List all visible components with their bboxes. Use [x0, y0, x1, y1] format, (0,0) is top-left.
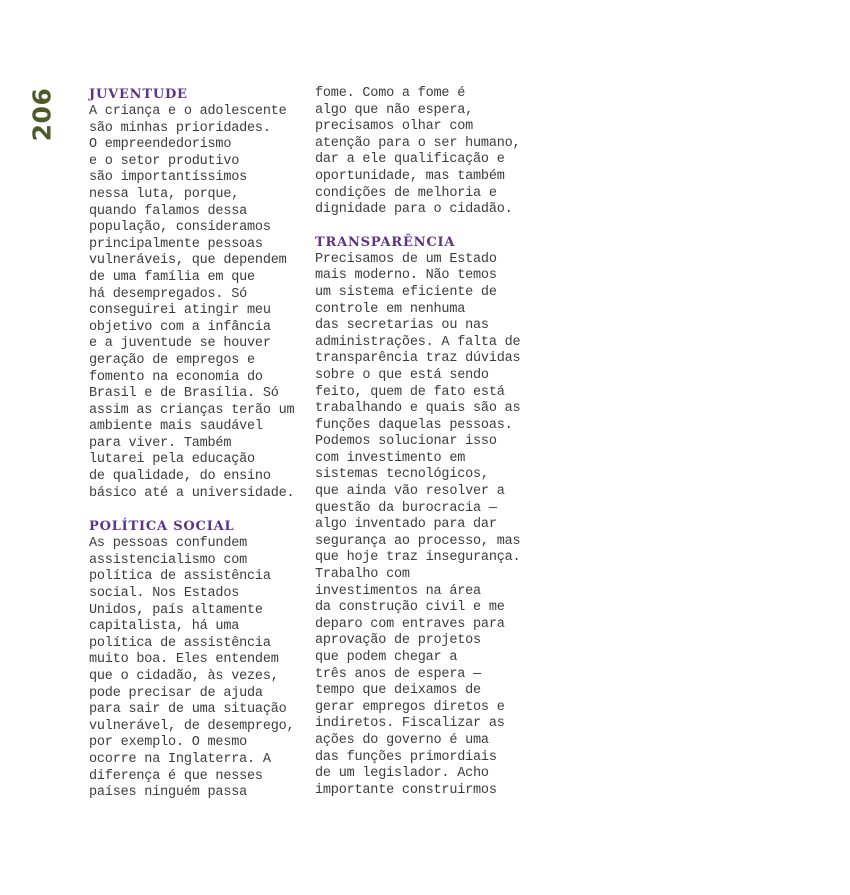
- section-title-juventude: JUVENTUDE: [89, 87, 188, 102]
- text-line: da construção civil e me: [315, 600, 505, 616]
- text-line: três anos de espera —: [315, 666, 481, 682]
- text-line: trabalhando e quais são as: [315, 401, 521, 417]
- right-column: [315, 86, 533, 799]
- text-line: vulneráveis, que dependem: [89, 253, 287, 269]
- text-line: são importantíssimos: [89, 170, 248, 186]
- text-line: dignidade para o cidadão.: [315, 202, 513, 218]
- text-line: das secretarias ou nas: [315, 318, 489, 334]
- text-line: social. Nos Estados: [89, 586, 240, 602]
- section-body-juventude: [89, 104, 307, 502]
- text-line: fome. Como a fome é: [315, 86, 466, 101]
- text-line: investimentos na área: [315, 583, 481, 599]
- text-line: das funções primordiais: [315, 749, 497, 765]
- text-line: fomento na economia do: [89, 369, 263, 385]
- text-line: que podem chegar a: [315, 650, 458, 665]
- text-line: funções daquelas pessoas.: [315, 417, 513, 433]
- text-line: tempo que deixamos de: [315, 683, 481, 699]
- text-line: com investimento em: [315, 450, 466, 466]
- text-line: Unidos, país altamente: [89, 602, 263, 618]
- text-line: que ainda vão resolver a: [315, 484, 505, 500]
- text-line: há desempregados. Só: [89, 286, 248, 302]
- section-body-transparencia: [315, 252, 533, 800]
- text-line: algo inventado para dar: [315, 517, 497, 533]
- text-line: muito boa. Eles entendem: [89, 652, 279, 668]
- text-line: questão da burocracia —: [315, 500, 497, 516]
- text-line: deparo com entraves para: [315, 616, 505, 632]
- text-line: e a juventude se houver: [89, 336, 271, 352]
- section-body-politica-social: [89, 536, 307, 802]
- text-line: Podemos solucionar isso: [315, 434, 497, 450]
- text-line: controle em nenhuma: [315, 301, 466, 317]
- text-line: geração de empregos e: [89, 352, 255, 368]
- text-line: Precisamos de um Estado: [315, 251, 497, 267]
- page-number: [27, 86, 57, 142]
- text-line: população, consideramos: [89, 220, 271, 236]
- text-line: e o setor produtivo: [89, 153, 240, 169]
- text-line: países ninguém passa: [89, 785, 248, 801]
- text-line: principalmente pessoas: [89, 236, 263, 252]
- text-line: política de assistência: [89, 569, 271, 585]
- text-line: nessa luta, porque,: [89, 186, 240, 202]
- text-line: para sair de uma situação: [89, 702, 287, 718]
- text-line: que o cidadão, às vezes,: [89, 669, 279, 684]
- text-line: O empreendedorismo: [89, 137, 232, 153]
- text-line: feito, quem de fato está: [315, 384, 505, 400]
- text-line: administrações. A falta de: [315, 334, 521, 350]
- text-line: para viver. Também: [89, 435, 232, 451]
- text-line: de uma família em que: [89, 269, 255, 285]
- text-line: vulnerável, de desemprego,: [89, 718, 295, 734]
- text-line: conseguirei atingir meu: [89, 303, 271, 319]
- text-line: sistemas tecnológicos,: [315, 467, 489, 483]
- text-line: sobre o que está sendo: [315, 367, 489, 383]
- text-line: que hoje traz insegurança.: [315, 550, 521, 566]
- page-number-label: 206: [27, 87, 57, 141]
- text-line: um sistema eficiente de: [315, 284, 497, 300]
- text-line: segurança ao processo, mas: [315, 533, 521, 549]
- text-line: ações do governo é uma: [315, 732, 489, 748]
- text-line: importante construirmos: [315, 782, 497, 798]
- text-line: Trabalho com: [315, 567, 410, 583]
- text-line: dar a ele qualificação e: [315, 152, 505, 168]
- text-line: básico até a universidade.: [89, 485, 295, 501]
- text-line: aprovação de projetos: [315, 633, 481, 649]
- text-line: condições de melhoria e: [315, 185, 497, 201]
- section-title-transparencia: TRANSPARÊNCIA: [315, 234, 456, 250]
- text-line: assistencialismo com: [89, 552, 248, 568]
- text-line: política de assistência: [89, 635, 271, 651]
- text-line: gerar empregos diretos e: [315, 699, 505, 715]
- text-line: por exemplo. O mesmo: [89, 735, 248, 751]
- text-line: são minhas prioridades.: [89, 120, 271, 136]
- text-line: oportunidade, mas também: [315, 168, 505, 184]
- text-line: diferença é que nesses: [89, 768, 263, 784]
- left-column: [89, 86, 307, 802]
- section-title-politica-social: POLÍTICA SOCIAL: [89, 519, 235, 535]
- text-line: transparência traz dúvidas: [315, 351, 521, 367]
- text-line: ambiente mais saudável: [89, 419, 263, 435]
- text-line: indiretos. Fiscalizar as: [315, 716, 505, 732]
- text-line: capitalista, há uma: [89, 619, 240, 635]
- text-line: A criança e o adolescente: [89, 104, 287, 119]
- text-line: algo que não espera,: [315, 102, 474, 118]
- text-line: lutarei pela educação: [89, 452, 255, 468]
- text-line: de qualidade, do ensino: [89, 469, 271, 485]
- text-line: pode precisar de ajuda: [89, 685, 263, 701]
- text-line: As pessoas confundem: [89, 536, 248, 552]
- continuation-body: [315, 86, 533, 219]
- text-line: precisamos olhar com: [315, 119, 474, 135]
- text-line: ocorre na Inglaterra. A: [89, 751, 271, 767]
- text-line: quando falamos dessa: [89, 203, 248, 219]
- text-line: objetivo com a infância: [89, 319, 271, 335]
- text-line: de um legislador. Acho: [315, 766, 489, 782]
- text-line: atenção para o ser humano,: [315, 135, 521, 151]
- text-line: assim as crianças terão um: [89, 402, 295, 418]
- text-line: mais moderno. Não temos: [315, 268, 497, 284]
- text-line: Brasil e de Brasília. Só: [89, 386, 279, 402]
